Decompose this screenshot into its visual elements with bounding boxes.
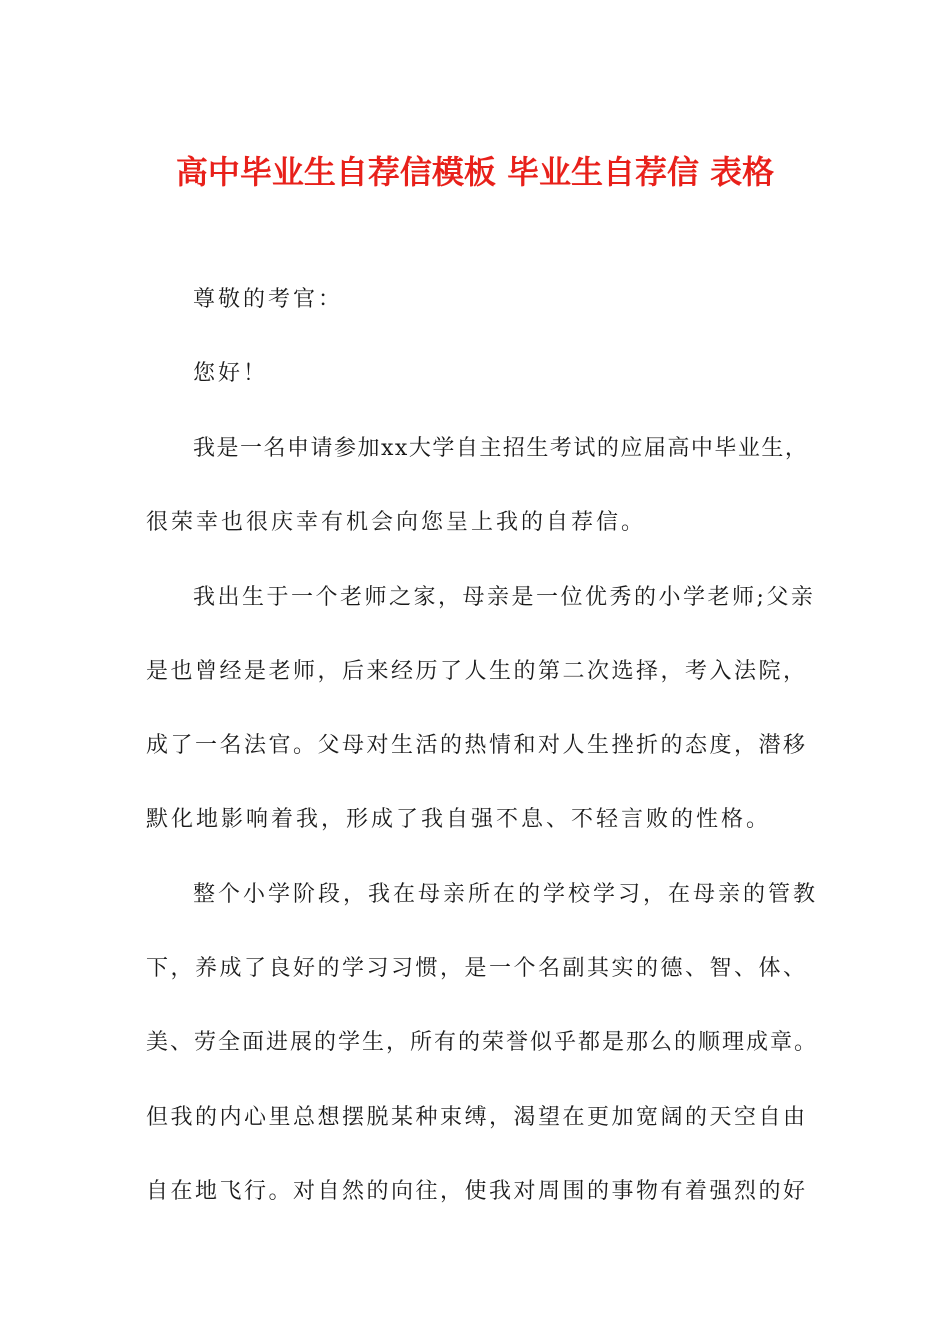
paragraph-line: 我出生于一个老师之家，母亲是一位优秀的小学老师;父亲 [193,585,816,610]
paragraph-line: 下，养成了良好的学习习惯，是一个名副其实的德、智、体、 [146,956,808,981]
paragraph-line: 但我的内心里总想摆脱某种束缚，渴望在更加宽阔的天空自由 [146,1105,808,1130]
paragraph-line: 默化地影响着我，形成了我自强不息、不轻言败的性格。 [146,807,772,832]
paragraph-line: 美、劳全面进展的学生，所有的荣誉似乎都是那么的顺理成章。 [146,1030,819,1055]
paragraph-line: 我是一名申请参加xx大学自主招生考试的应届高中毕业生， [193,436,809,461]
paragraph-line: 很荣幸也很庆幸有机会向您呈上我的自荐信。 [146,510,647,535]
paragraph-line: 整个小学阶段，我在母亲所在的学校学习，在母亲的管教 [193,882,819,907]
salutation-line: 尊敬的考官： [193,287,344,312]
paragraph-line: 自在地飞行。对自然的向往，使我对周围的事物有着强烈的好 [146,1179,808,1204]
paragraph-line: 是也曾经是老师，后来经历了人生的第二次选择，考入法院， [146,659,808,684]
greeting-line: 您好！ [193,361,269,386]
document-title: 高中毕业生自荐信模板 毕业生自荐信 表格 [175,153,775,191]
paragraph-line: 成了一名法官。父母对生活的热情和对人生挫折的态度，潜移 [146,733,808,758]
